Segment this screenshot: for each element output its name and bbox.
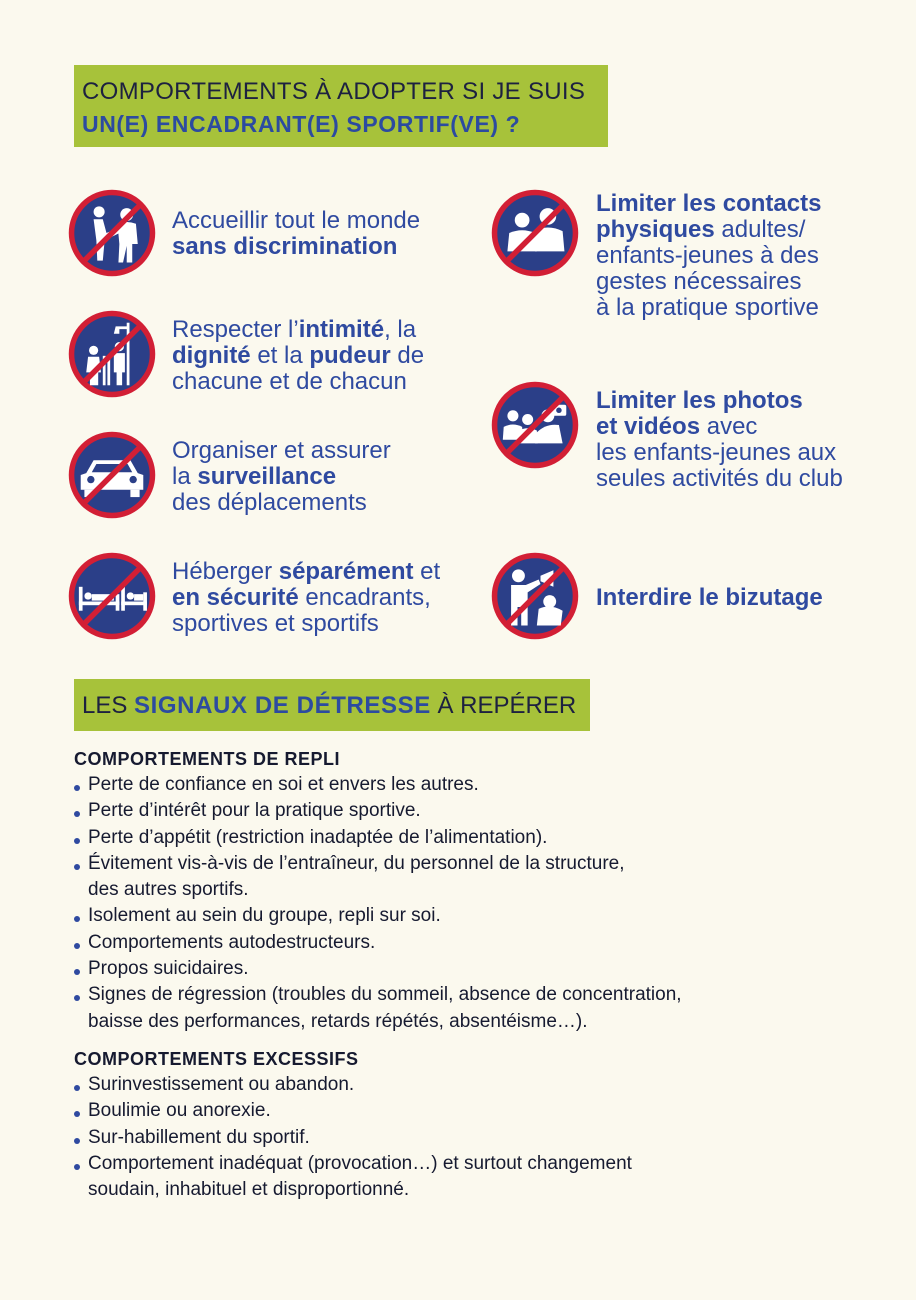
rule-emphasis: physiques <box>596 216 715 243</box>
rule-text <box>172 317 424 395</box>
bullet-icon <box>74 969 80 975</box>
rule-text <box>596 388 843 492</box>
rule-line <box>596 191 821 217</box>
bullet-icon <box>74 1085 80 1091</box>
rule-segment: avec <box>700 413 758 440</box>
rule-text <box>172 438 391 516</box>
rule-segment: Respecter l’ <box>172 316 299 343</box>
list-item <box>74 956 682 982</box>
excessifs-title: COMPORTEMENTS EXCESSIFS <box>74 1049 359 1069</box>
no-photo-icon <box>489 379 581 471</box>
rule-emphasis: dignité <box>172 342 251 369</box>
rule-segment: Organiser et assurer <box>172 437 391 464</box>
bullet-icon <box>74 943 80 949</box>
list-item-text: Perte d’intérêt pour la pratique sportive. <box>88 800 421 822</box>
rule-line <box>596 217 821 243</box>
list-item <box>74 772 682 798</box>
list-item <box>74 1151 632 1204</box>
rule-line <box>596 414 843 440</box>
list-item-text: Évitement vis-à-vis de l’entraîneur, du personnel de la structure, des autres sportifs. <box>88 852 625 901</box>
list-item-text: Perte d’appétit (restriction inadaptée de l’alimentation). <box>88 826 548 848</box>
rule-line <box>596 440 843 466</box>
list-item-text: Comportement inadéquat (provocation…) et surtout changement soudain, inhabituel et disproportionné. <box>88 1152 632 1201</box>
no-car-icon <box>66 429 158 521</box>
rule-emphasis: Limiter les contacts <box>596 190 822 217</box>
rule-line <box>596 295 821 321</box>
rule-line <box>596 466 843 492</box>
rule-segment: chacune et de chacun <box>172 368 407 395</box>
rule-line <box>172 438 391 464</box>
rule-segment: , la <box>384 316 417 343</box>
list-item <box>74 798 682 824</box>
rule-line <box>172 464 391 490</box>
rule-line <box>596 585 823 611</box>
repli-list <box>74 772 682 1035</box>
bullet-icon <box>74 995 80 1001</box>
list-item-text: Boulimie ou anorexie. <box>88 1100 271 1122</box>
list-item <box>74 930 682 956</box>
rule-line <box>172 369 424 395</box>
excessifs-list <box>74 1072 632 1203</box>
list-item-text: Signes de régression (troubles du sommeil, absence de concentration, baisse des performances, retards répétés, absentéisme…). <box>88 984 682 1032</box>
list-item <box>74 825 682 851</box>
rule-text <box>596 191 821 321</box>
rule-line <box>172 317 424 343</box>
rule-segment: des déplacements <box>172 489 367 516</box>
header-banner <box>74 65 608 147</box>
no-physical-contact-icon <box>489 187 581 279</box>
rule-line <box>172 559 440 585</box>
rule-line <box>172 343 424 369</box>
header-line-1: COMPORTEMENTS À ADOPTER SI JE SUIS <box>82 78 586 105</box>
list-item-text: Comportements autodestructeurs. <box>88 931 376 953</box>
list-item-text: Surinvestissement ou abandon. <box>88 1074 355 1095</box>
no-shower-intrusion-icon <box>66 308 158 400</box>
list-item-text: Perte de confiance en soi et envers les autres. <box>88 774 479 795</box>
bullet-icon <box>74 1111 80 1117</box>
signals-banner <box>74 679 590 731</box>
rule-line <box>172 208 420 234</box>
rule-text <box>596 585 823 611</box>
rule-line <box>172 490 391 516</box>
list-item <box>74 903 682 929</box>
rule-segment: à la pratique sportive <box>596 294 819 321</box>
bullet-icon <box>74 916 80 922</box>
rule-emphasis: et vidéos <box>596 413 701 440</box>
rule-line <box>596 243 821 269</box>
rule-emphasis: Interdire le bizutage <box>596 584 823 611</box>
list-item <box>74 1125 632 1151</box>
no-discrimination-icon <box>66 187 158 279</box>
list-item <box>74 1072 632 1098</box>
rule-segment: gestes nécessaires <box>596 268 802 295</box>
no-hazing-icon <box>489 550 581 642</box>
rule-emphasis: sans discrimination <box>172 233 398 260</box>
list-item <box>74 1098 632 1124</box>
rule-text <box>172 559 440 637</box>
rule-segment: et <box>413 558 441 585</box>
rule-segment: et la <box>250 342 310 369</box>
bullet-icon <box>74 864 80 870</box>
list-item <box>74 851 682 904</box>
rule-emphasis: intimité <box>298 316 385 343</box>
rule-emphasis: Limiter les photos <box>596 387 803 414</box>
rule-emphasis: surveillance <box>197 463 337 490</box>
rule-segment: Accueillir tout le monde <box>172 207 421 234</box>
bullet-icon <box>74 1138 80 1144</box>
rule-segment: adultes/ <box>714 216 806 243</box>
rule-line <box>596 388 843 414</box>
rule-segment: Héberger <box>172 558 279 585</box>
repli-title: COMPORTEMENTS DE REPLI <box>74 749 341 769</box>
rule-segment: seules activités du club <box>596 465 843 492</box>
bullet-icon <box>74 1164 80 1170</box>
bullet-icon <box>74 785 80 791</box>
header-line-2: UN(E) ENCADRANT(E) SPORTIF(VE) ? <box>82 111 521 137</box>
signals-title: LES SIGNAUX DE DÉTRESSE À REPÉRER <box>82 692 577 719</box>
rule-line <box>172 585 440 611</box>
rule-emphasis: pudeur <box>309 342 391 369</box>
rule-segment: la <box>172 463 198 490</box>
rule-segment: sportives et sportifs <box>172 610 379 637</box>
rule-emphasis: séparément <box>278 558 414 585</box>
bullet-icon <box>74 838 80 844</box>
rule-segment: encadrants, <box>298 584 431 611</box>
list-item-text: Propos suicidaires. <box>88 958 249 980</box>
rule-line <box>172 234 420 260</box>
rule-segment: enfants-jeunes à des <box>596 242 819 269</box>
list-item-text: Isolement au sein du groupe, repli sur soi. <box>88 905 441 927</box>
list-item-text: Sur-habillement du sportif. <box>88 1126 310 1148</box>
rule-line <box>172 611 440 637</box>
bullet-icon <box>74 811 80 817</box>
rule-emphasis: en sécurité <box>172 584 299 611</box>
list-item <box>74 982 682 1035</box>
rule-segment: les enfants-jeunes aux <box>596 439 837 466</box>
rule-line <box>596 269 821 295</box>
no-shared-bed-icon <box>66 550 158 642</box>
rule-segment: de <box>390 342 425 369</box>
rule-text <box>172 208 420 260</box>
